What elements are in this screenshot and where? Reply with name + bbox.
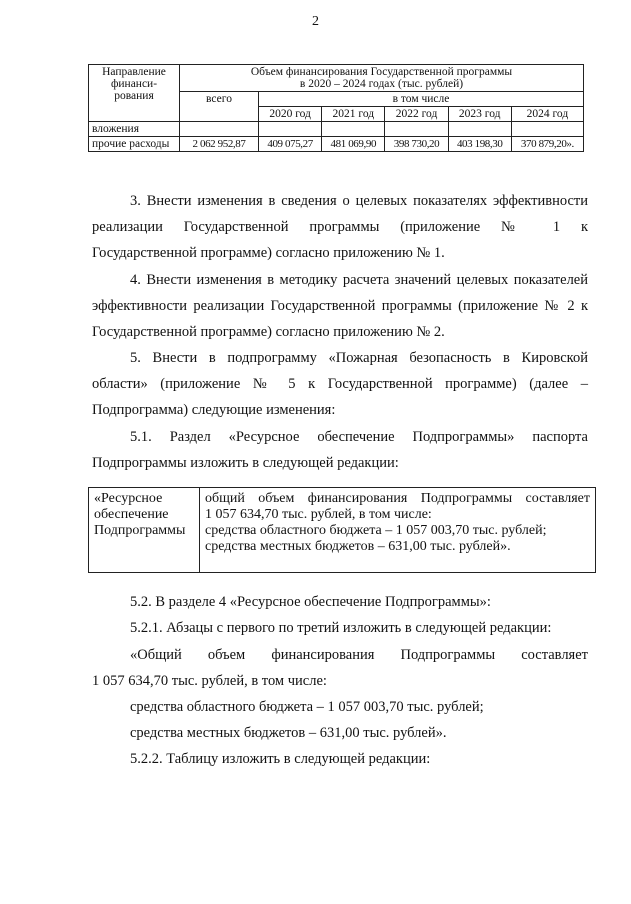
p522: 5.2.2. Таблицу изложить в следующей редакции: xyxy=(130,751,431,767)
year-header: 2020 год xyxy=(259,107,322,122)
year-value: 481 069,90 xyxy=(322,137,385,152)
direction-header: Направление финанси-рования xyxy=(89,65,180,122)
p3-line3: Государственной программе) согласно приложению № 1. xyxy=(92,245,445,261)
table-row xyxy=(89,137,584,152)
year-header: 2022 год xyxy=(385,107,448,122)
resource-content xyxy=(200,488,596,573)
p5-line1: 5. Внести в подпрограмму «Пожарная безопасность в Кировской xyxy=(130,350,588,366)
quote-line3: средства областного бюджета – 1 057 003,70 тыс. рублей; xyxy=(130,699,484,715)
p4-line3: Государственной программе) согласно приложению № 2. xyxy=(92,324,445,340)
year-header: 2021 год xyxy=(322,107,385,122)
quote-line1: «Общий объем финансирования Подпрограммы составляет xyxy=(130,647,588,663)
p51-line1: 5.1. Раздел «Ресурсное обеспечение Подпрограммы» паспорта xyxy=(130,429,588,445)
p52: 5.2. В разделе 4 «Ресурсное обеспечение Подпрограммы»: xyxy=(130,594,491,610)
total-value: 2 062 952,87 xyxy=(180,137,259,152)
p5-line3: Подпрограмма) следующие изменения: xyxy=(92,402,336,418)
quote-line4: средства местных бюджетов – 631,00 тыс. рублей». xyxy=(130,725,447,741)
resource-line1: общий объем финансирования Подпрограммы составляет xyxy=(205,491,590,506)
total-header: всего xyxy=(180,92,259,122)
p3-line1: 3. Внести изменения в сведения о целевых показателях эффективности xyxy=(130,193,588,209)
resource-line3: средства областного бюджета – 1 057 003,70 тыс. рублей; xyxy=(205,523,547,538)
year-header: 2023 год xyxy=(448,107,511,122)
year-value: 403 198,30 xyxy=(448,137,511,152)
p4-line2: эффективности реализации Государственной программы (приложение № 2 к xyxy=(92,298,588,314)
resource-line2: 1 057 634,70 тыс. рублей, в том числе: xyxy=(205,507,432,522)
year-value: 370 879,20». xyxy=(511,137,583,152)
page-number: 2 xyxy=(312,14,319,29)
year-value: 398 730,20 xyxy=(385,137,448,152)
volume-header-line1: Объем финансирования Государственной программы xyxy=(250,66,513,78)
year-header: 2024 год xyxy=(511,107,583,122)
p521: 5.2.1. Абзацы с первого по третий изложить в следующей редакции: xyxy=(130,620,552,636)
table-row xyxy=(89,122,584,137)
resource-table xyxy=(88,487,596,573)
row-label: прочие расходы xyxy=(89,137,180,152)
resource-line4: средства местных бюджетов – 631,00 тыс. рублей». xyxy=(205,539,511,554)
quote-line2: 1 057 634,70 тыс. рублей, в том числе: xyxy=(92,673,327,689)
volume-header xyxy=(180,65,584,92)
p3-line2: реализации Государственной программы (приложение № 1 к xyxy=(92,219,588,235)
financing-table xyxy=(88,64,584,152)
volume-header-line2: в 2020 – 2024 годах (тыс. рублей) xyxy=(299,78,464,90)
year-value: 409 075,27 xyxy=(259,137,322,152)
p5-line2: области» (приложение № 5 к Государственной программе) (далее – xyxy=(92,376,588,392)
row-label: вложения xyxy=(89,122,180,137)
including-header: в том числе xyxy=(259,92,584,107)
p51-line2: Подпрограммы изложить в следующей редакции: xyxy=(92,455,399,471)
resource-label: «Ресурсное обеспечение Подпрограммы xyxy=(89,488,200,573)
p4-line1: 4. Внести изменения в методику расчета значений целевых показателей xyxy=(130,272,588,288)
